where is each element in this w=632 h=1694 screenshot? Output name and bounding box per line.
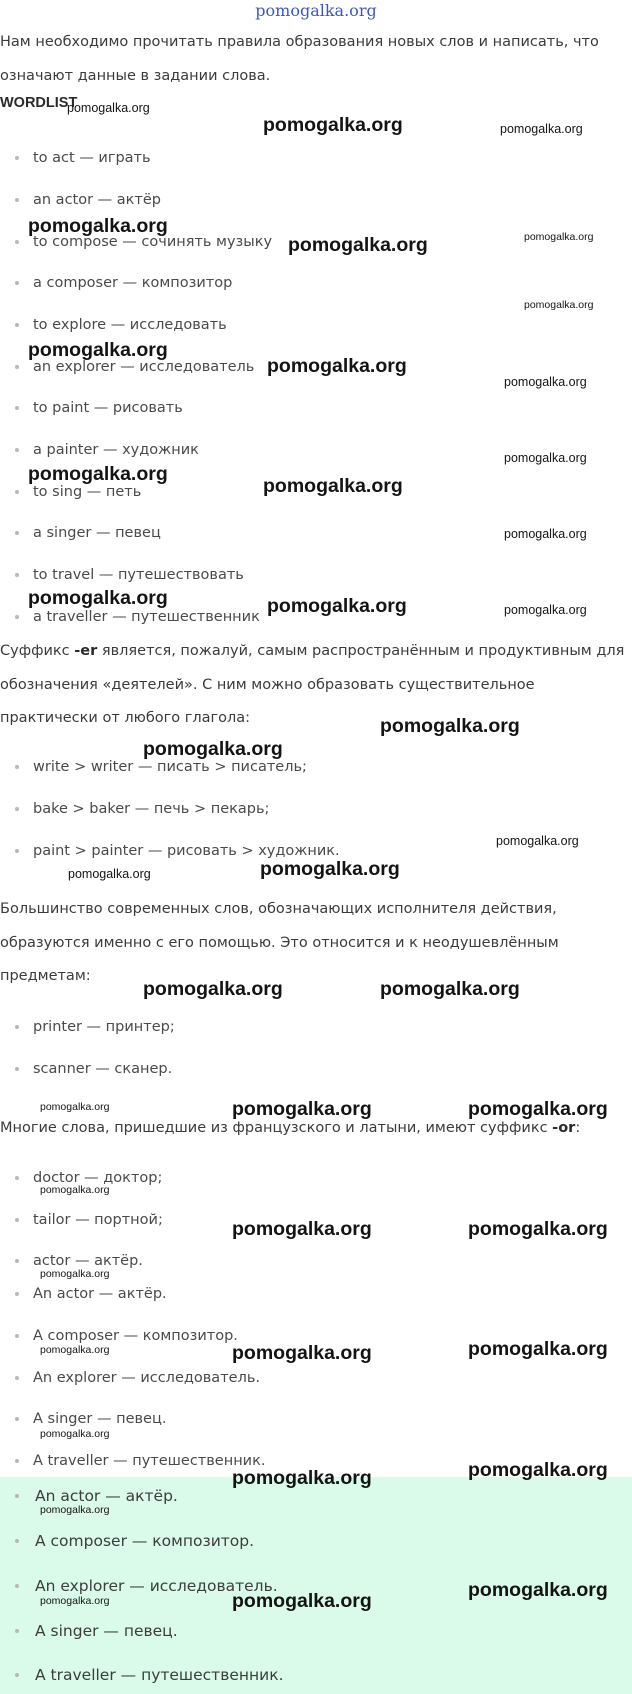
watermark: pomogalka.org xyxy=(260,858,400,880)
bullet-icon xyxy=(15,849,19,853)
watermark: pomogalka.org xyxy=(40,1504,110,1516)
list-item-text: write > writer — писать > писатель; xyxy=(33,759,307,775)
watermark: pomogalka.org xyxy=(263,475,403,497)
bullet-icon xyxy=(15,1259,19,1263)
bullet-icon xyxy=(15,1376,19,1380)
list-item-text: actor — актёр. xyxy=(33,1253,143,1269)
watermark: pomogalka.org xyxy=(263,114,403,136)
bullet-icon xyxy=(15,1584,19,1588)
bullet-icon xyxy=(15,406,19,410)
highlighted-answer-text: A traveller — путешественник. xyxy=(35,1666,284,1684)
watermark: pomogalka.org xyxy=(232,1342,372,1364)
list-item-text: tailor — портной; xyxy=(33,1212,163,1228)
watermark: pomogalka.org xyxy=(267,595,407,617)
er-paragraph-after: является, пожалуй, самым распространённым и продуктивным для обозначения «деятелей». С ним можно образовать существительное практически от любого глагола: xyxy=(0,643,625,726)
list-item-text: to act — играть xyxy=(33,150,151,166)
watermark: pomogalka.org xyxy=(468,1579,608,1601)
bullet-icon xyxy=(15,1629,19,1633)
watermark: pomogalka.org xyxy=(40,1428,110,1440)
answer-text: A singer — певец. xyxy=(33,1411,167,1427)
or-suffix: -or xyxy=(552,1120,576,1136)
watermark: pomogalka.org xyxy=(504,375,587,389)
bullet-icon xyxy=(15,765,19,769)
bullet-icon xyxy=(15,1025,19,1029)
bullet-icon xyxy=(15,615,19,619)
bullet-icon xyxy=(15,1417,19,1421)
highlighted-answer-text: An actor — актёр. xyxy=(35,1487,178,1505)
wordlist-heading: WORDLIST xyxy=(0,95,78,111)
list-item-text: paint > painter — рисовать > художник. xyxy=(33,843,340,859)
or-paragraph-before: Многие слова, пришедшие из французского и латыни, имеют суффикс xyxy=(0,1120,553,1136)
list-item-text: doctor — доктор; xyxy=(33,1170,163,1186)
watermark: pomogalka.org xyxy=(40,1344,110,1356)
list-item-text: an actor — актёр xyxy=(33,192,161,208)
list-item-text: bake > baker — печь > пекарь; xyxy=(33,801,270,817)
list-item-text: to paint — рисовать xyxy=(33,400,183,416)
watermark: pomogalka.org xyxy=(28,215,168,237)
bullet-icon xyxy=(15,365,19,369)
watermark: pomogalka.org xyxy=(143,978,283,1000)
list-item-text: a composer — композитор xyxy=(33,275,233,291)
bullet-icon xyxy=(15,240,19,244)
watermark: pomogalka.org xyxy=(143,738,283,760)
bullet-icon xyxy=(15,1494,19,1498)
watermark: pomogalka.org xyxy=(232,1467,372,1489)
watermark: pomogalka.org xyxy=(496,834,579,848)
watermark: pomogalka.org xyxy=(380,978,520,1000)
watermark: pomogalka.org xyxy=(504,451,587,465)
bullet-icon xyxy=(15,1673,19,1677)
bullet-icon xyxy=(15,807,19,811)
watermark: pomogalka.org xyxy=(380,715,520,737)
watermark: pomogalka.org xyxy=(524,231,594,243)
watermark: pomogalka.org xyxy=(28,339,168,361)
watermark: pomogalka.org xyxy=(68,867,151,881)
bullet-icon xyxy=(15,1459,19,1463)
watermark: pomogalka.org xyxy=(468,1338,608,1360)
bullet-icon xyxy=(15,156,19,160)
bullet-icon xyxy=(15,1539,19,1543)
watermark: pomogalka.org xyxy=(468,1218,608,1240)
watermark: pomogalka.org xyxy=(504,527,587,541)
watermark: pomogalka.org xyxy=(232,1590,372,1612)
watermark: pomogalka.org xyxy=(288,234,428,256)
bullet-icon xyxy=(15,1176,19,1180)
answer-text: A composer — композитор. xyxy=(33,1328,238,1344)
highlighted-answer-text: A composer — композитор. xyxy=(35,1532,255,1550)
watermark: pomogalka.org xyxy=(40,1595,110,1607)
bullet-icon xyxy=(15,323,19,327)
bullet-icon xyxy=(15,531,19,535)
list-item-text: to explore — исследовать xyxy=(33,317,227,333)
watermark: pomogalka.org xyxy=(468,1459,608,1481)
bullet-icon xyxy=(15,198,19,202)
list-item-text: to travel — путешествовать xyxy=(33,567,244,583)
bullet-icon xyxy=(15,448,19,452)
er-paragraph-before: Суффикс xyxy=(0,643,75,659)
bullet-icon xyxy=(15,1218,19,1222)
watermark: pomogalka.org xyxy=(524,299,594,311)
list-item-text: printer — принтер; xyxy=(33,1019,175,1035)
watermark: pomogalka.org xyxy=(500,122,583,136)
list-item-text: a painter — художник xyxy=(33,442,199,458)
watermark: pomogalka.org xyxy=(504,603,587,617)
list-item-text: to sing — петь xyxy=(33,484,142,500)
list-item-text: a traveller — путешественник xyxy=(33,609,260,625)
answer-text: An explorer — исследователь. xyxy=(33,1370,260,1386)
watermark: pomogalka.org xyxy=(232,1098,372,1120)
list-item-text: to compose — сочинять музыку xyxy=(33,234,273,250)
list-item-text: an explorer — исследователь xyxy=(33,359,255,375)
watermark: pomogalka.org xyxy=(267,355,407,377)
bullet-icon xyxy=(15,1292,19,1296)
modern-paragraph: Большинство современных слов, обозначающих исполнителя действия, образуются именно с его помощью. Это относится и к неодушевлённым предметам: xyxy=(0,901,559,984)
watermark: pomogalka.org xyxy=(232,1218,372,1240)
list-item-text: scanner — сканер. xyxy=(33,1061,173,1077)
watermark: pomogalka.org xyxy=(67,101,150,115)
or-paragraph-after: : xyxy=(575,1120,581,1136)
watermark: pomogalka.org xyxy=(40,1101,110,1113)
bullet-icon xyxy=(15,573,19,577)
watermark: pomogalka.org xyxy=(28,463,168,485)
er-paragraph xyxy=(0,635,628,736)
site-title[interactable]: pomogalka.org xyxy=(255,1,377,20)
bullet-icon xyxy=(15,490,19,494)
highlighted-answer-text: An explorer — исследователь. xyxy=(35,1577,278,1595)
watermark: pomogalka.org xyxy=(28,587,168,609)
watermark: pomogalka.org xyxy=(468,1098,608,1120)
bullet-icon xyxy=(15,1334,19,1338)
list-item-text: a singer — певец xyxy=(33,525,161,541)
bullet-icon xyxy=(15,281,19,285)
intro-paragraph: Нам необходимо прочитать правила образования новых слов и написать, что означают данные в задании слова. xyxy=(0,34,599,84)
answer-text: An actor — актёр. xyxy=(33,1286,167,1302)
er-suffix: -er xyxy=(74,643,98,659)
bullet-icon xyxy=(15,1067,19,1071)
highlighted-answer-text: A singer — певец. xyxy=(35,1622,178,1640)
watermark: pomogalka.org xyxy=(40,1268,110,1280)
watermark: pomogalka.org xyxy=(40,1184,110,1196)
answer-text: A traveller — путешественник. xyxy=(33,1453,266,1469)
